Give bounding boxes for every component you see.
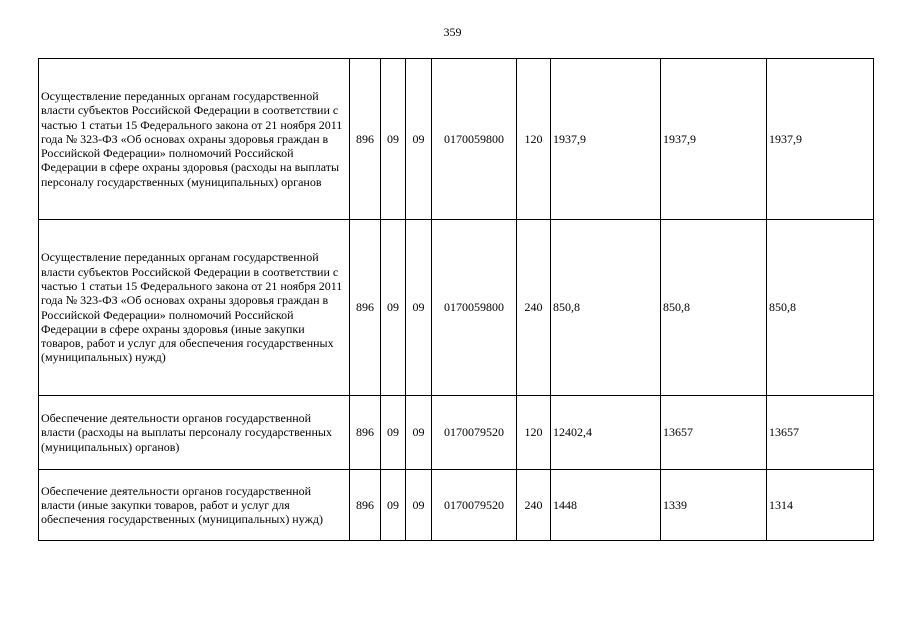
expense-type-code: 240 <box>517 220 551 396</box>
expense-type-code: 120 <box>517 59 551 220</box>
expense-type-code: 240 <box>517 470 551 541</box>
amount-year-3: 850,8 <box>767 220 874 396</box>
table-row <box>39 220 874 396</box>
amount-year-1: 1937,9 <box>551 59 661 220</box>
row-description: Осуществление переданных органам государственной власти субъектов Российской Федерации в соответствии с частью 1 статьи 15 Федерального закона от 21 ноября 2011 года № 323-ФЗ «Об основах охраны здоровья граждан в Российской Федерации» полномочий Российской Федерации в сфере охраны здоровья (иные закупки товаров, работ и услуг для обеспечения государственных (муниципальных) нужд) <box>39 220 350 396</box>
table-row <box>39 396 874 470</box>
row-description: Обеспечение деятельности органов государственной власти (расходы на выплаты персоналу государственных (муниципальных) органов) <box>39 396 350 470</box>
subsection-code: 09 <box>406 396 432 470</box>
target-article-code: 0170059800 <box>432 59 517 220</box>
amount-year-1: 12402,4 <box>551 396 661 470</box>
amount-year-3: 1314 <box>767 470 874 541</box>
ministry-code: 896 <box>350 220 381 396</box>
section-code: 09 <box>381 220 406 396</box>
subsection-code: 09 <box>406 220 432 396</box>
amount-year-3: 1937,9 <box>767 59 874 220</box>
amount-year-2: 850,8 <box>661 220 767 396</box>
page-number: 359 <box>443 25 462 39</box>
amount-year-2: 1339 <box>661 470 767 541</box>
target-article-code: 0170059800 <box>432 220 517 396</box>
budget-table <box>38 58 874 541</box>
amount-year-1: 850,8 <box>551 220 661 396</box>
amount-year-3: 13657 <box>767 396 874 470</box>
subsection-code: 09 <box>406 59 432 220</box>
ministry-code: 896 <box>350 470 381 541</box>
row-description: Осуществление переданных органам государственной власти субъектов Российской Федерации в соответствии с частью 1 статьи 15 Федерального закона от 21 ноября 2011 года № 323-ФЗ «Об основах охраны здоровья граждан в Российской Федерации» полномочий Российской Федерации в сфере охраны здоровья (расходы на выплаты персоналу государственных (муниципальных) органов <box>39 59 350 220</box>
expense-type-code: 120 <box>517 396 551 470</box>
amount-year-2: 13657 <box>661 396 767 470</box>
section-code: 09 <box>381 59 406 220</box>
target-article-code: 0170079520 <box>432 470 517 541</box>
amount-year-1: 1448 <box>551 470 661 541</box>
ministry-code: 896 <box>350 59 381 220</box>
subsection-code: 09 <box>406 470 432 541</box>
section-code: 09 <box>381 470 406 541</box>
table-row <box>39 470 874 541</box>
section-code: 09 <box>381 396 406 470</box>
target-article-code: 0170079520 <box>432 396 517 470</box>
ministry-code: 896 <box>350 396 381 470</box>
row-description: Обеспечение деятельности органов государственной власти (иные закупки товаров, работ и услуг для обеспечения государственных (муниципальных) нужд) <box>39 470 350 541</box>
amount-year-2: 1937,9 <box>661 59 767 220</box>
table-row <box>39 59 874 220</box>
